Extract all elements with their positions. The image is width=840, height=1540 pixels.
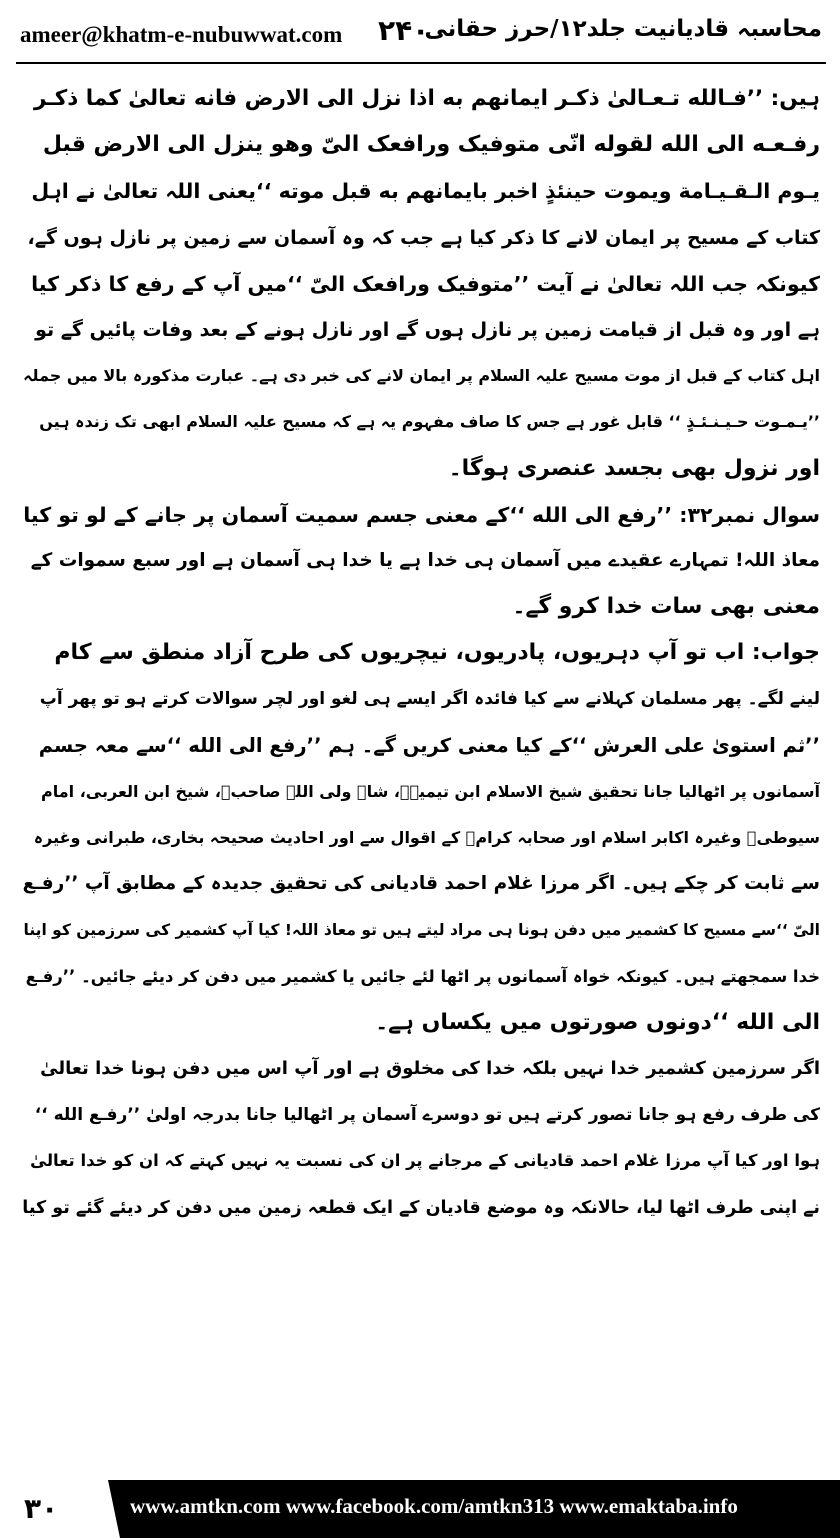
answer-heading-line: جواب: اب تو آپ دہریوں، پادریوں، نیچریوں کی طرح آزاد منطق سے کام [54,640,820,666]
text-line: ’’یـمـوت حـیـنـئـذٍ ‘‘ قابل غور ہے جس کا صاف مفہوم یہ ہے کہ مسیح علیہ السلام ابھی تک زندہ ہیں [39,412,820,432]
text-line: رفـعـه الی الله لقوله انّی متوفیک ورافعک الیّ وهو ینزل الی الارض قبل [42,132,820,158]
text-line: نے اپنی طرف اٹھا لیا، حالانکہ وہ موضع قادیان کے ایک قطعہ زمین میں دفن کر دیئے گئے تو کیا [22,1197,820,1218]
footer-links: www.amtkn.com www.facebook.com/amtkn313 www.emaktaba.info [130,1494,738,1518]
page-number: ۲۴۰ [378,14,430,47]
text-line: معاذ اللہ! تمہارے عقیدے میں آسمان ہی خدا ہے یا خدا ہی آسمان ہے اور سبع سموات کے [30,549,820,571]
text-line: ’’ثم استویٰ علی العرش ‘‘کے کیا معنی کریں گے۔ ہم ’’رفع الی الله ‘‘سے معہ جسم [38,733,820,757]
text-line: اگر سرزمین کشمیر خدا نہیں بلکہ خدا کی مخلوق ہے اور آپ اس میں دفن ہونا خدا تعالیٰ [40,1057,820,1079]
text-line: کی طرف رفع ہو جانا تصور کرتے ہیں تو دوسرے آسمان پر اٹھالیا جانا بدرجہ اولیٰ ’’رفـع الله ‘‘ [34,1105,820,1126]
text-line: آسمانوں پر اٹھالیا جانا تحقیق شیخ الاسلام ابن تیمیہؒ، شاہ ولی اللہ صاحبؒ، شیخ ابن العربی، امام [41,781,820,801]
text-line: لینے لگے۔ پھر مسلمان کہلانے سے کیا فائدہ اگر ایسے ہی لغو اور لچر سوالات کرتے ہو تو پھر آپ [39,689,820,710]
text-line: الی الله ‘‘دونوں صورتوں میں یکساں ہے۔ [375,1009,820,1035]
page-footer [0,1470,840,1540]
text-line: اہل کتاب کے قبل از موت مسیح علیہ السلام پر ایمان لانے کی خبر دی ہے۔ عبارت مذکورہ بالا میں جملہ [23,366,820,386]
header-email: ameer@khatm-e-nubuwwat.com [20,22,343,47]
text-line: سے ثابت کر چکے ہیں۔ اگر مرزا غلام احمد قادیانی کی تحقیق جدیدہ کے مطابق آپ ’’رفـع [22,873,820,895]
header-rule [16,62,826,64]
book-title: محاسبہ قادیانیت جلد۱۲/حرز حقانی [424,16,822,42]
folio-number: ۳۰ [24,1492,59,1525]
footer-folio-tab [0,1480,120,1538]
text-line: خدا سمجھتے ہیں۔ کیونکہ خواہ آسمانوں پر اٹھا لئے جائیں یا کشمیر میں دفن کر دیئے جائیں۔ ’’رفـع [25,966,820,986]
page-body [20,76,820,1461]
question-heading-line: سوال نمبر۳۲: ’’رفع الی الله ‘‘کے معنی جسم سمیت آسمان پر جانے کے لو تو کیا [23,502,820,527]
text-line: اور نزول بھی بجسد عنصری ہوگا۔ [448,455,820,481]
text-line: معنی بھی سات خدا کرو گے۔ [512,594,820,620]
text-line: سیوطیؒ وغیرہ اکابر اسلام اور صحابہ کرامؓ کے اقوال سے اور احادیث صحیحہ بخاری، طبرانی وغیرہ [33,828,820,847]
text-line: کتاب کے مسیح پر ایمان لانے کا ذکر کیا ہے جب کہ وہ آسمان سے زمین پر نازل ہوں گے، [27,226,820,249]
text-line: یـوم الـقـیـامة ویموت حینئذٍ اخبر بایمانهم به قبل موته ‘‘یعنی اللہ تعالیٰ نے اہل [31,179,820,204]
text-line: ہوا اور کیا آپ مرزا غلام احمد قادیانی کے مرجانے پر ان کی نسبت یہ نہیں کہتے کہ ان کو خدا تعالیٰ [30,1151,820,1171]
text-line: ہیں: ’’فـالله تـعـالیٰ ذکـر ایمانهم به اذا نزل الی الارض فانه تعالیٰ کما ذکـر [34,86,820,111]
text-line: ہے اور وہ قبل از قیامت زمین پر نازل ہوں گے اور نازل ہونے کے بعد وفات پائیں گے تو [35,318,820,341]
text-line: الیّ ‘‘سے مسیح کا کشمیر میں دفن ہونا ہی مراد لیتے ہیں تو معاذ اللہ! کیا آپ کشمیر کی سرزمین کو اپنا [23,921,820,940]
page-header [0,0,840,64]
text-line: کیونکہ جب اللہ تعالیٰ نے آیت ’’متوفیک ورافعک الیّ ‘‘میں آپ کے رفع کا ذکر کیا [31,271,820,296]
